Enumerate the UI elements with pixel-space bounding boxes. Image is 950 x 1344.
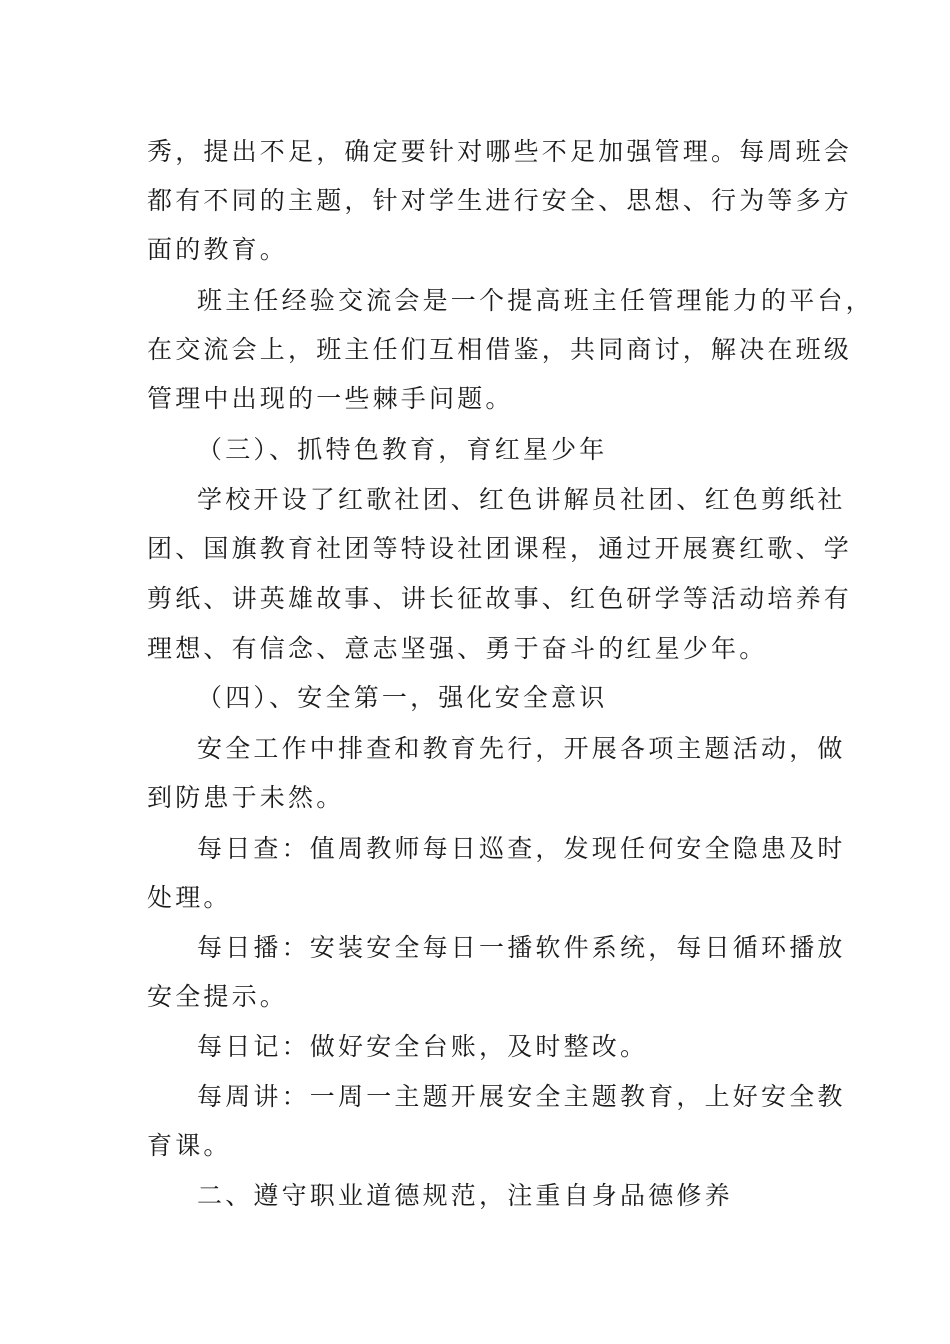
paragraph-line: 每日播：安装安全每日一播软件系统，每日循环播放 [197,933,846,962]
paragraph-line: 秀，提出不足，确定要针对哪些不足加强管理。每周班会 [147,137,853,166]
paragraph-line: 安全工作中排查和教育先行，开展各项主题活动，做 [197,734,846,763]
paragraph-line: 安全提示。 [147,982,289,1011]
paragraph-line: 育课。 [147,1131,232,1160]
paragraph-line: 到防患于未然。 [147,783,345,812]
paragraph-line: 学校开设了红歌社团、红色讲解员社团、红色剪纸社 [197,485,846,514]
paragraph-line: 理想、有信念、意志坚强、勇于奋斗的红星少年。 [147,634,768,663]
paragraph-line: 面的教育。 [147,235,289,264]
paragraph-line: 班主任经验交流会是一个提高班主任管理能力的平台， [197,286,874,315]
section-heading: 二、遵守职业道德规范，注重自身品德修养 [197,1181,733,1210]
paragraph-line: 每周讲：一周一主题开展安全主题教育，上好安全教 [197,1082,846,1111]
paragraph-line: 管理中出现的一些棘手问题。 [147,384,514,413]
section-heading: （三）、抓特色教育，育红星少年 [197,435,608,464]
paragraph-line: 都有不同的主题，针对学生进行安全、思想、行为等多方 [147,186,853,215]
paragraph-line: 团、国旗教育社团等特设社团课程，通过开展赛红歌、学 [147,534,853,563]
paragraph-line: 处理。 [147,883,232,912]
paragraph-line: 每日记：做好安全台账，及时整改。 [197,1032,649,1061]
paragraph-line: 每日查：值周教师每日巡查，发现任何安全隐患及时 [197,834,846,863]
paragraph-line: 剪纸、讲英雄故事、讲长征故事、红色研学等活动培养有 [147,584,853,613]
section-heading: （四）、安全第一，强化安全意识 [197,683,608,712]
paragraph-line: 在交流会上，班主任们互相借鉴，共同商讨，解决在班级 [147,335,853,364]
